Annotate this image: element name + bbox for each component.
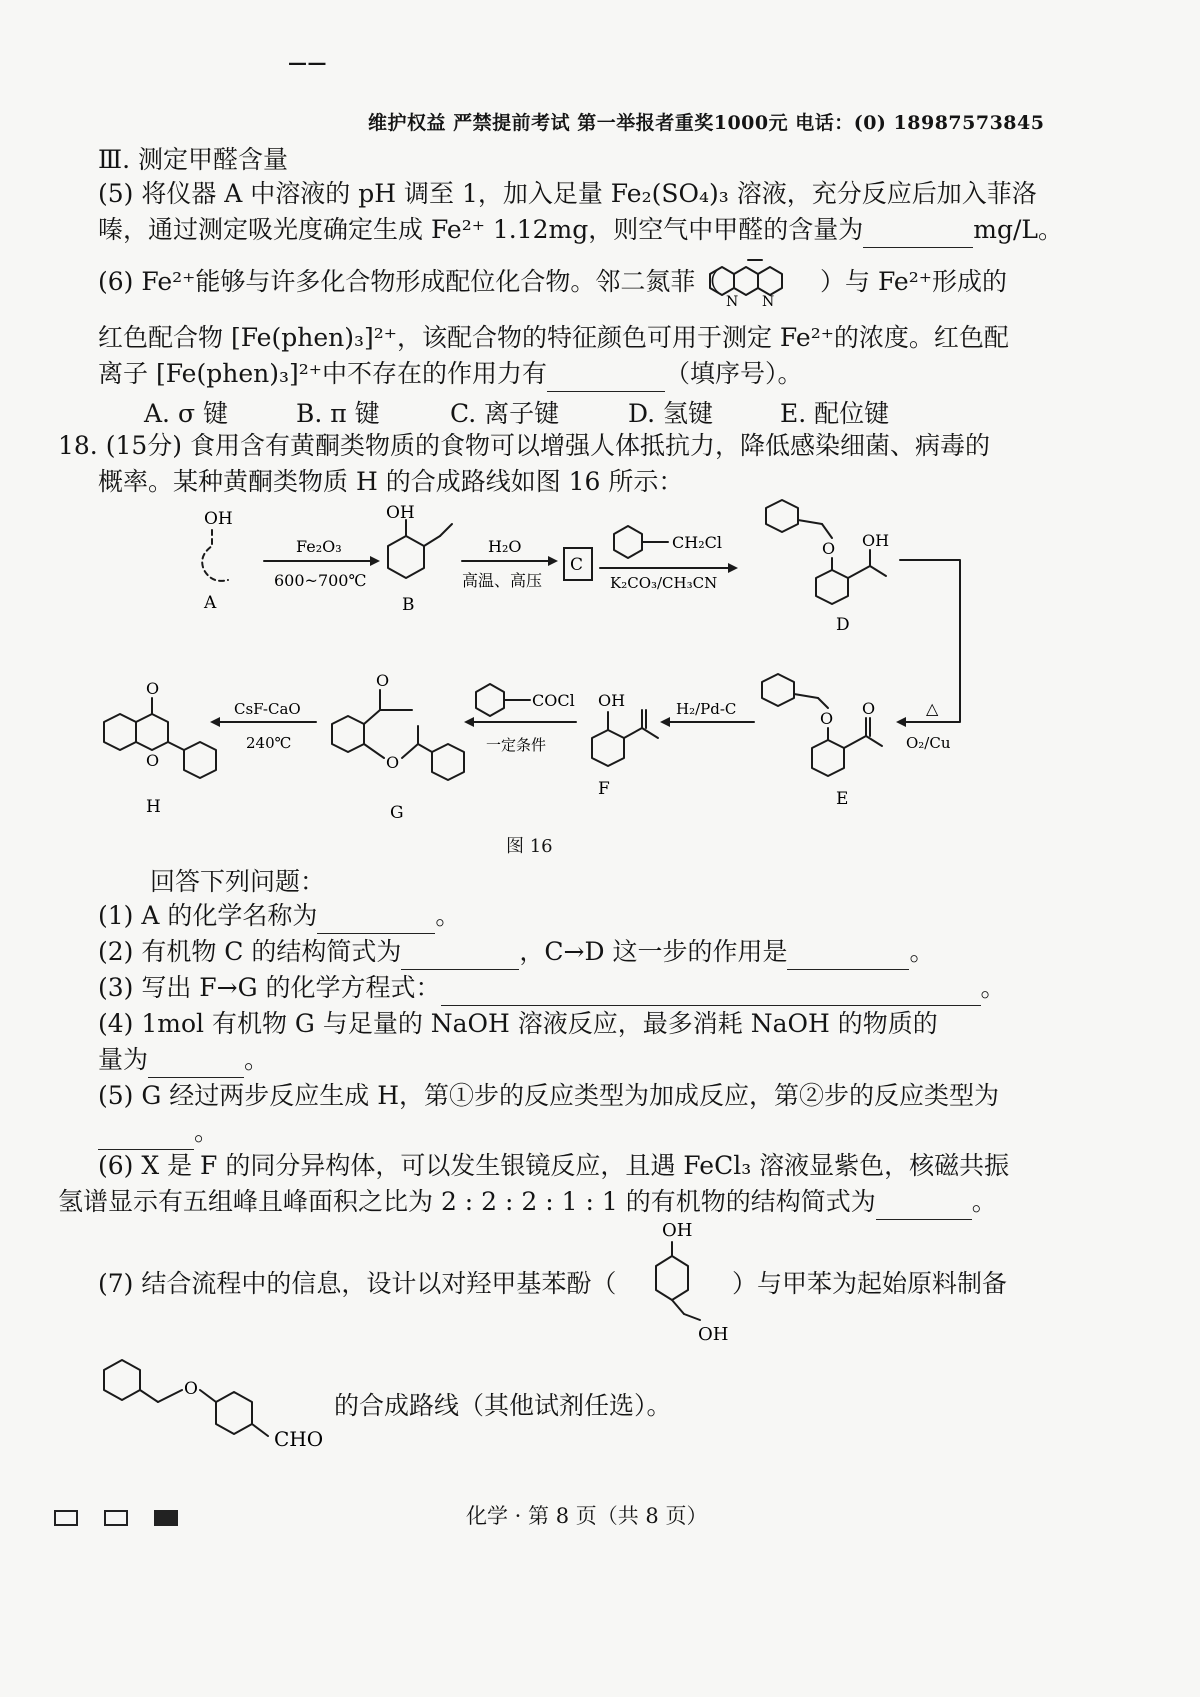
arrowhead-e-f [660,717,670,727]
q5-text: 嗪，通过测定吸光度确定生成 Fe²⁺ 1.12mg，则空气中甲醛的含量为 [98,215,864,244]
ch2-oh: OH [698,1324,729,1345]
footer-mark-2 [104,1510,128,1526]
benzoyl-chloride [476,684,575,716]
option-d: D. 氢键 [628,399,714,428]
answer-blank [317,907,435,934]
q6-text: 离子 [Fe(phen)₃]²⁺中不存在的作用力有 [98,359,547,388]
q6-tail: （填序号）。 [664,359,803,388]
q18-1-text: (1) A 的化学名称为 [98,901,318,930]
cond-de-bottom: O₂/Cu [906,734,951,752]
answer-blank [547,365,665,392]
compound-f [592,691,658,799]
answer-blank [787,943,909,970]
phen-n1: N [726,294,739,310]
page-footer: 化学 · 第 8 页（共 8 页） [466,1504,708,1528]
q18-7-right: ）与甲苯为起始原料制备 [732,1269,1008,1298]
label-a: A [204,593,217,613]
answer-prompt: 回答下列问题： [150,867,326,896]
phen-rings [710,260,782,295]
q18-3-tail: 。 [980,973,1006,1002]
cond-ab-bottom: 600~700℃ [274,571,367,590]
synthesis-scheme [80,496,1100,866]
answer-blank [876,1193,972,1220]
cond-cd-bottom: K₂CO₃/CH₃CN [610,574,718,592]
arrowhead-a-b [370,556,380,566]
option-e: E. 配位键 [780,399,890,428]
q18-line1: 18. (15分) 食用含有黄酮类物质的食物可以增强人体抵抗力，降低感染细菌、病毒的 [58,431,990,460]
answer-blank [863,221,973,248]
compound-a [202,509,233,613]
q18-6-tail: 。 [971,1187,997,1216]
h-o-ring: O [146,751,160,770]
arrowhead-g-h [210,717,220,727]
q18-2-tail: 。 [909,937,935,966]
header-notice: 维护权益 严禁提前考试 第一举报者重奖1000元 电话：(0) 18987573845 [368,112,1045,134]
cond-fg: 一定条件 [486,736,547,754]
compound-b [386,503,452,615]
g-o-top: O [376,671,390,690]
arrow-d-e [900,560,960,722]
figure-caption: 图 16 [506,836,553,857]
q18-7-left: (7) 结合流程中的信息，设计以对羟甲基苯酚（ [98,1269,617,1298]
q18-5-line2 [98,1114,219,1150]
q18-7-line2: 的合成路线（其他试剂任选）。 [334,1391,672,1420]
target-cho: CHO [274,1427,324,1451]
q5-unit: mg/L。 [973,215,1063,244]
q18-4-line1: (4) 1mol 有机物 G 与足量的 NaOH 溶液反应，最多消耗 NaOH 的物质的 [98,1009,938,1038]
cond-gh-top: CsF-CaO [234,700,301,718]
q18-2-text: (2) 有机物 C 的结构简式为 [98,937,402,966]
q6-line1-left: (6) Fe²⁺能够与许多化合物形成配位化合物。邻二氮菲（ [98,267,721,296]
target-o: O [184,1379,198,1399]
compound-h [104,679,216,817]
q6-line3 [98,356,803,392]
g-o-ester: O [386,753,400,772]
option-c: C. 离子键 [450,399,560,428]
footer-mark-3 [154,1510,178,1526]
arrowhead-c-d [728,563,738,573]
phenol-ring [656,1242,700,1320]
section-title: Ⅲ. 测定甲醛含量 [98,145,289,174]
answer-blank [148,1051,244,1078]
answer-blank [98,1123,194,1150]
option-b: B. π 键 [296,399,380,428]
q18-5-line1: (5) G 经过两步反应生成 H，第①步的反应类型为加成反应，第②步的反应类型为 [98,1081,1000,1110]
q6-line1-right: ）与 Fe²⁺形成的 [820,267,1007,296]
cond-de-top: △ [926,699,939,718]
cond-ef: H₂/Pd-C [676,700,737,718]
label-h: H [146,797,161,817]
d-oh: OH [862,531,890,550]
h-o-top: O [146,679,160,698]
phen-n2: N [762,294,775,310]
label-b: B [402,595,415,615]
compound-e [762,674,882,809]
q18-4-text: 量为 [98,1045,149,1074]
q18-2-mid: ，C→D 这一步的作用是 [519,937,788,966]
arrowhead-b-c [548,556,558,566]
cond-gh-bottom: 240℃ [246,734,292,752]
option-a: A. σ 键 [144,399,228,428]
q6-line2: 红色配合物 [Fe(phen)₃]²⁺，该配合物的特征颜色可用于测定 Fe²⁺的浓度。红色配 [98,323,1009,352]
phenol-oh: OH [662,1220,693,1241]
q5-line1: (5) 将仪器 A 中溶液的 pH 调至 1，加入足量 Fe₂(SO₄)₃ 溶液，充分反应后加入菲洛 [98,179,1037,208]
q18-3 [98,970,1006,1006]
c-label: C [570,555,584,575]
a-oh: OH [204,509,233,529]
q18-3-text: (3) 写出 F→G 的化学方程式： [98,973,441,1002]
q18-line2: 概率。某种黄酮类物质 H 的合成路线如图 16 所示： [98,467,684,496]
q18-2 [98,934,934,970]
benzyl-chloride [614,526,722,558]
e-o-ketone: O [862,699,876,718]
q18-1 [98,898,460,934]
target-molecule-structure [96,1346,336,1456]
q18-5-tail: 。 [194,1117,220,1146]
f-oh: OH [598,691,626,710]
cond-bc-bottom: 高温、高压 [462,571,543,590]
header-dash: —— [288,52,327,74]
answer-blank [401,943,519,970]
label-f: F [598,779,610,799]
footer-mark-1 [54,1510,78,1526]
q18-6-text: 氢谱显示有五组峰且峰面积之比为 2 : 2 : 2 : 1 : 1 的有机物的结构简式为 [58,1187,876,1216]
answer-blank [441,979,981,1006]
label-e: E [836,789,849,809]
compound-d [766,500,889,635]
reagent-ch2cl: CH₂Cl [672,533,722,552]
compound-g [332,671,464,823]
hydroxymethylphenol-structure [640,1210,740,1350]
b-oh: OH [386,503,415,523]
label-d: D [836,615,850,635]
q18-6-line2 [58,1184,997,1220]
e-o: O [820,709,834,728]
label-g: G [390,803,404,823]
arrowhead-f-g [464,717,474,727]
cond-bc-top: H₂O [488,537,522,556]
q18-1-tail: 。 [435,901,461,930]
q18-4-tail: 。 [244,1045,270,1074]
q18-6-line1: (6) X 是 F 的同分异构体，可以发生银镜反应，且遇 FeCl₃ 溶液显紫色，核磁共振 [98,1151,1010,1180]
reagent-cocl: COCl [532,691,575,710]
cond-ab-top: Fe₂O₃ [296,537,342,556]
q18-4-line2 [98,1042,269,1078]
arrowhead-d-e [896,717,906,727]
phenanthroline-structure [690,246,820,316]
q5-line2 [98,212,1063,248]
d-o: O [822,539,836,558]
